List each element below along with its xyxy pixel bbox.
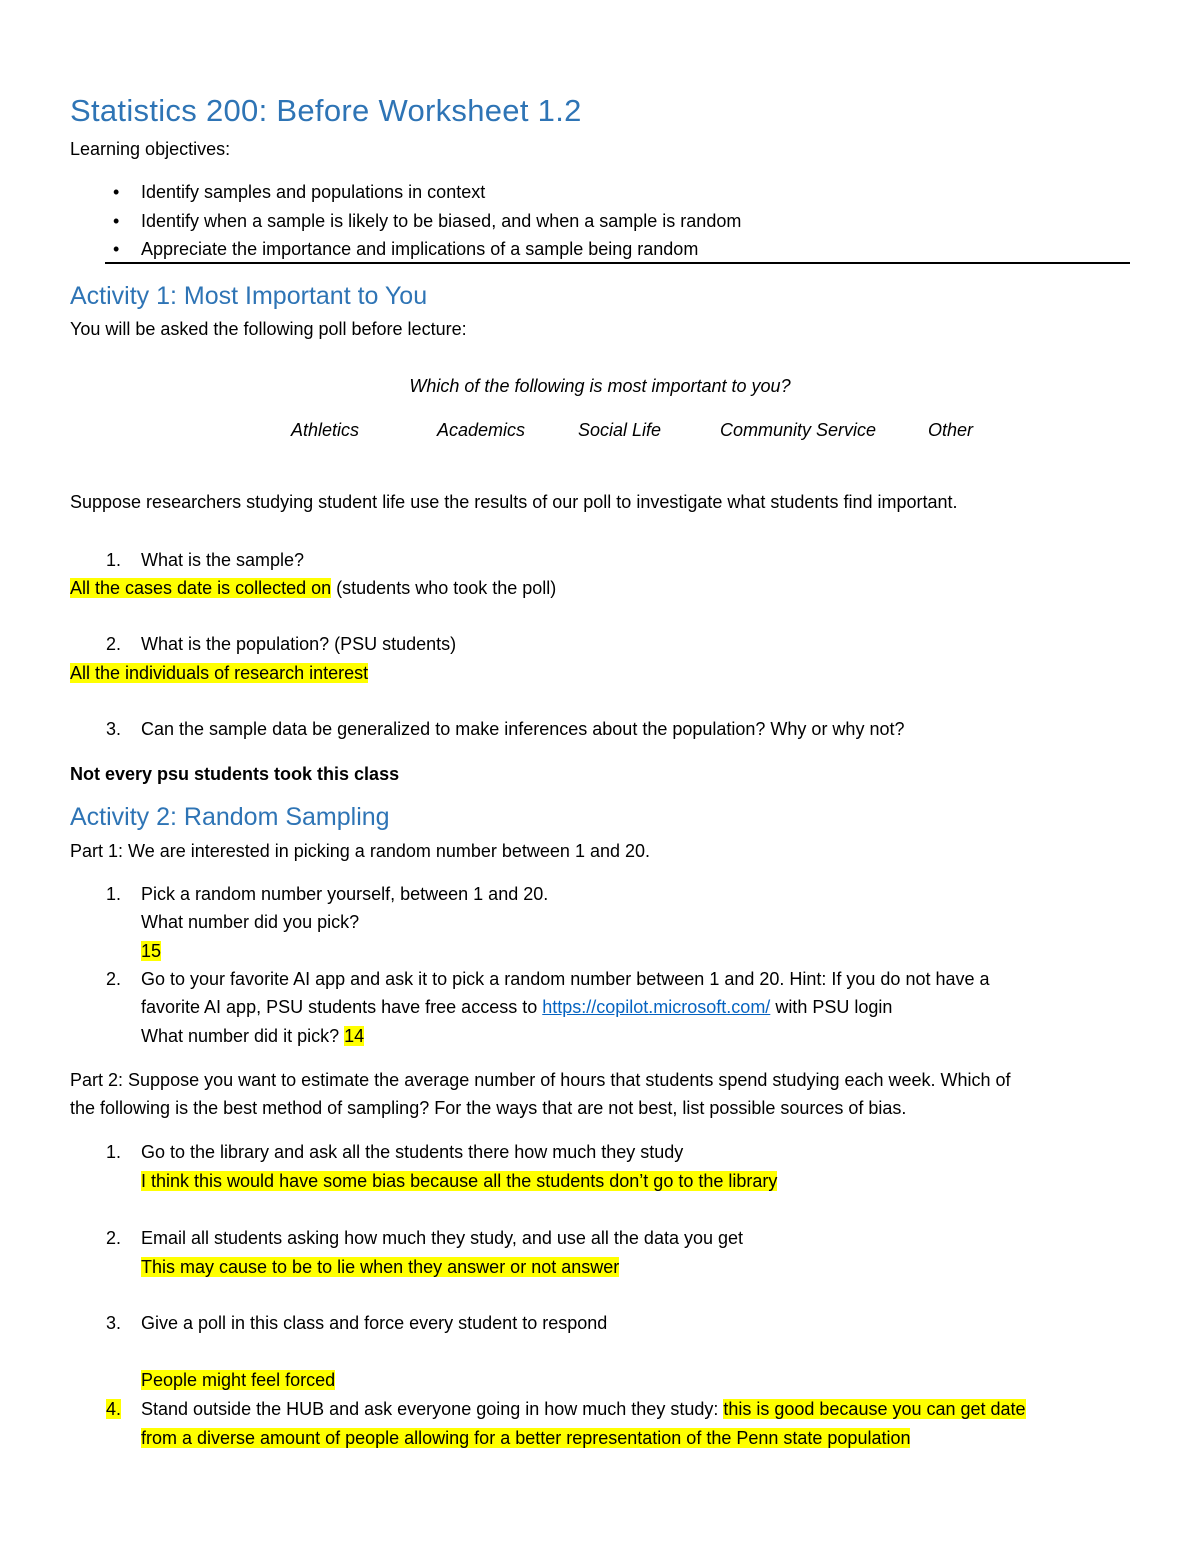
question-number <box>106 1398 121 1420</box>
question-number: 2. <box>106 634 122 654</box>
part2-text: Part 2: Suppose you want to estimate the average number of hours that students spend studying each week. Which of <box>70 1070 1011 1090</box>
answer-line <box>141 1256 619 1278</box>
activity1-intro: You will be asked the following poll before lecture: <box>70 319 467 339</box>
objective-item: Identify when a sample is likely to be biased, and when a sample is random <box>141 211 742 231</box>
poll-option: Community Service <box>720 420 877 440</box>
answer-highlight: People might feel forced <box>141 1370 336 1390</box>
question-text <box>141 1025 364 1047</box>
question-number: 3. <box>106 1313 122 1333</box>
question-number: 1. <box>106 884 122 904</box>
activity2-heading: Activity 2: Random Sampling <box>70 803 390 831</box>
question-text-segment: Stand outside the HUB and ask everyone going in how much they study: <box>141 1399 724 1419</box>
answer-highlight: this is good because you can get date <box>723 1399 1026 1419</box>
question-text: What is the sample? <box>141 550 305 570</box>
activity1-heading: Activity 1: Most Important to You <box>70 282 428 310</box>
question-text-segment: favorite AI app, PSU students have free access to <box>141 997 543 1017</box>
answer-highlight: All the cases date is collected on <box>70 578 332 598</box>
question-text <box>141 996 892 1018</box>
poll-option: Other <box>928 420 974 440</box>
question-number: 2. <box>106 1228 122 1248</box>
answer-line <box>70 662 368 684</box>
answer-line <box>141 940 161 962</box>
question-number: 3. <box>106 719 122 739</box>
question-text: What is the population? (PSU students) <box>141 634 457 654</box>
answer-highlight: This may cause to be to lie when they answer or not answer <box>141 1257 620 1277</box>
question-text: Can the sample data be generalized to make inferences about the population? Why or why not? <box>141 719 905 739</box>
poll-option: Social Life <box>578 420 662 440</box>
section-divider <box>105 262 1130 264</box>
answer-highlight: I think this would have some bias because all the students don’t go to the library <box>141 1171 778 1191</box>
objective-bullet: • <box>113 211 120 231</box>
question-text: What number did you pick? <box>141 912 360 932</box>
answer-line <box>141 1170 777 1192</box>
part2-text: the following is the best method of sampling? For the ways that are not best, list possible sources of bias. <box>70 1098 907 1118</box>
poll-option: Athletics <box>291 420 360 440</box>
objectives-label: Learning objectives: <box>70 139 231 159</box>
answer-line <box>141 1369 335 1391</box>
answer-highlight: 15 <box>141 941 162 961</box>
answer-line <box>141 1427 910 1449</box>
question-number-highlight: 4. <box>106 1399 122 1419</box>
scenario-text: Suppose researchers studying student life use the results of our poll to investigate what students find important. <box>70 492 958 512</box>
question-number: 1. <box>106 1142 122 1162</box>
question-text: Give a poll in this class and force every student to respond <box>141 1313 608 1333</box>
copilot-link[interactable]: https://copilot.microsoft.com/ <box>542 997 771 1017</box>
objective-item: Identify samples and populations in context <box>141 182 486 202</box>
question-text-segment: What number did it pick? <box>141 1026 345 1046</box>
answer-line <box>70 577 556 599</box>
question-text: Go to your favorite AI app and ask it to pick a random number between 1 and 20. Hint: If you do not have a <box>141 969 990 989</box>
objective-bullet: • <box>113 182 120 202</box>
answer-highlight: 14 <box>344 1026 365 1046</box>
question-number: 2. <box>106 969 122 989</box>
poll-question: Which of the following is most important to you? <box>409 376 791 396</box>
answer-text: (students who took the poll) <box>331 578 557 598</box>
question-text: Email all students asking how much they study, and use all the data you get <box>141 1228 744 1248</box>
objective-bullet: • <box>113 239 120 259</box>
question-text: Pick a random number yourself, between 1 and 20. <box>141 884 549 904</box>
question-text <box>141 1398 1026 1420</box>
page-title: Statistics 200: Before Worksheet 1.2 <box>70 93 582 128</box>
poll-option: Academics <box>437 420 526 440</box>
question-text-segment: with PSU login <box>770 997 893 1017</box>
answer-text: Not every psu students took this class <box>70 764 400 784</box>
question-number: 1. <box>106 550 122 570</box>
answer-highlight: All the individuals of research interest <box>70 663 369 683</box>
objective-item: Appreciate the importance and implications of a sample being random <box>141 239 699 259</box>
question-text: Go to the library and ask all the students there how much they study <box>141 1142 684 1162</box>
part1-text: Part 1: We are interested in picking a random number between 1 and 20. <box>70 841 651 861</box>
answer-highlight: from a diverse amount of people allowing for a better representation of the Penn state population <box>141 1428 911 1448</box>
